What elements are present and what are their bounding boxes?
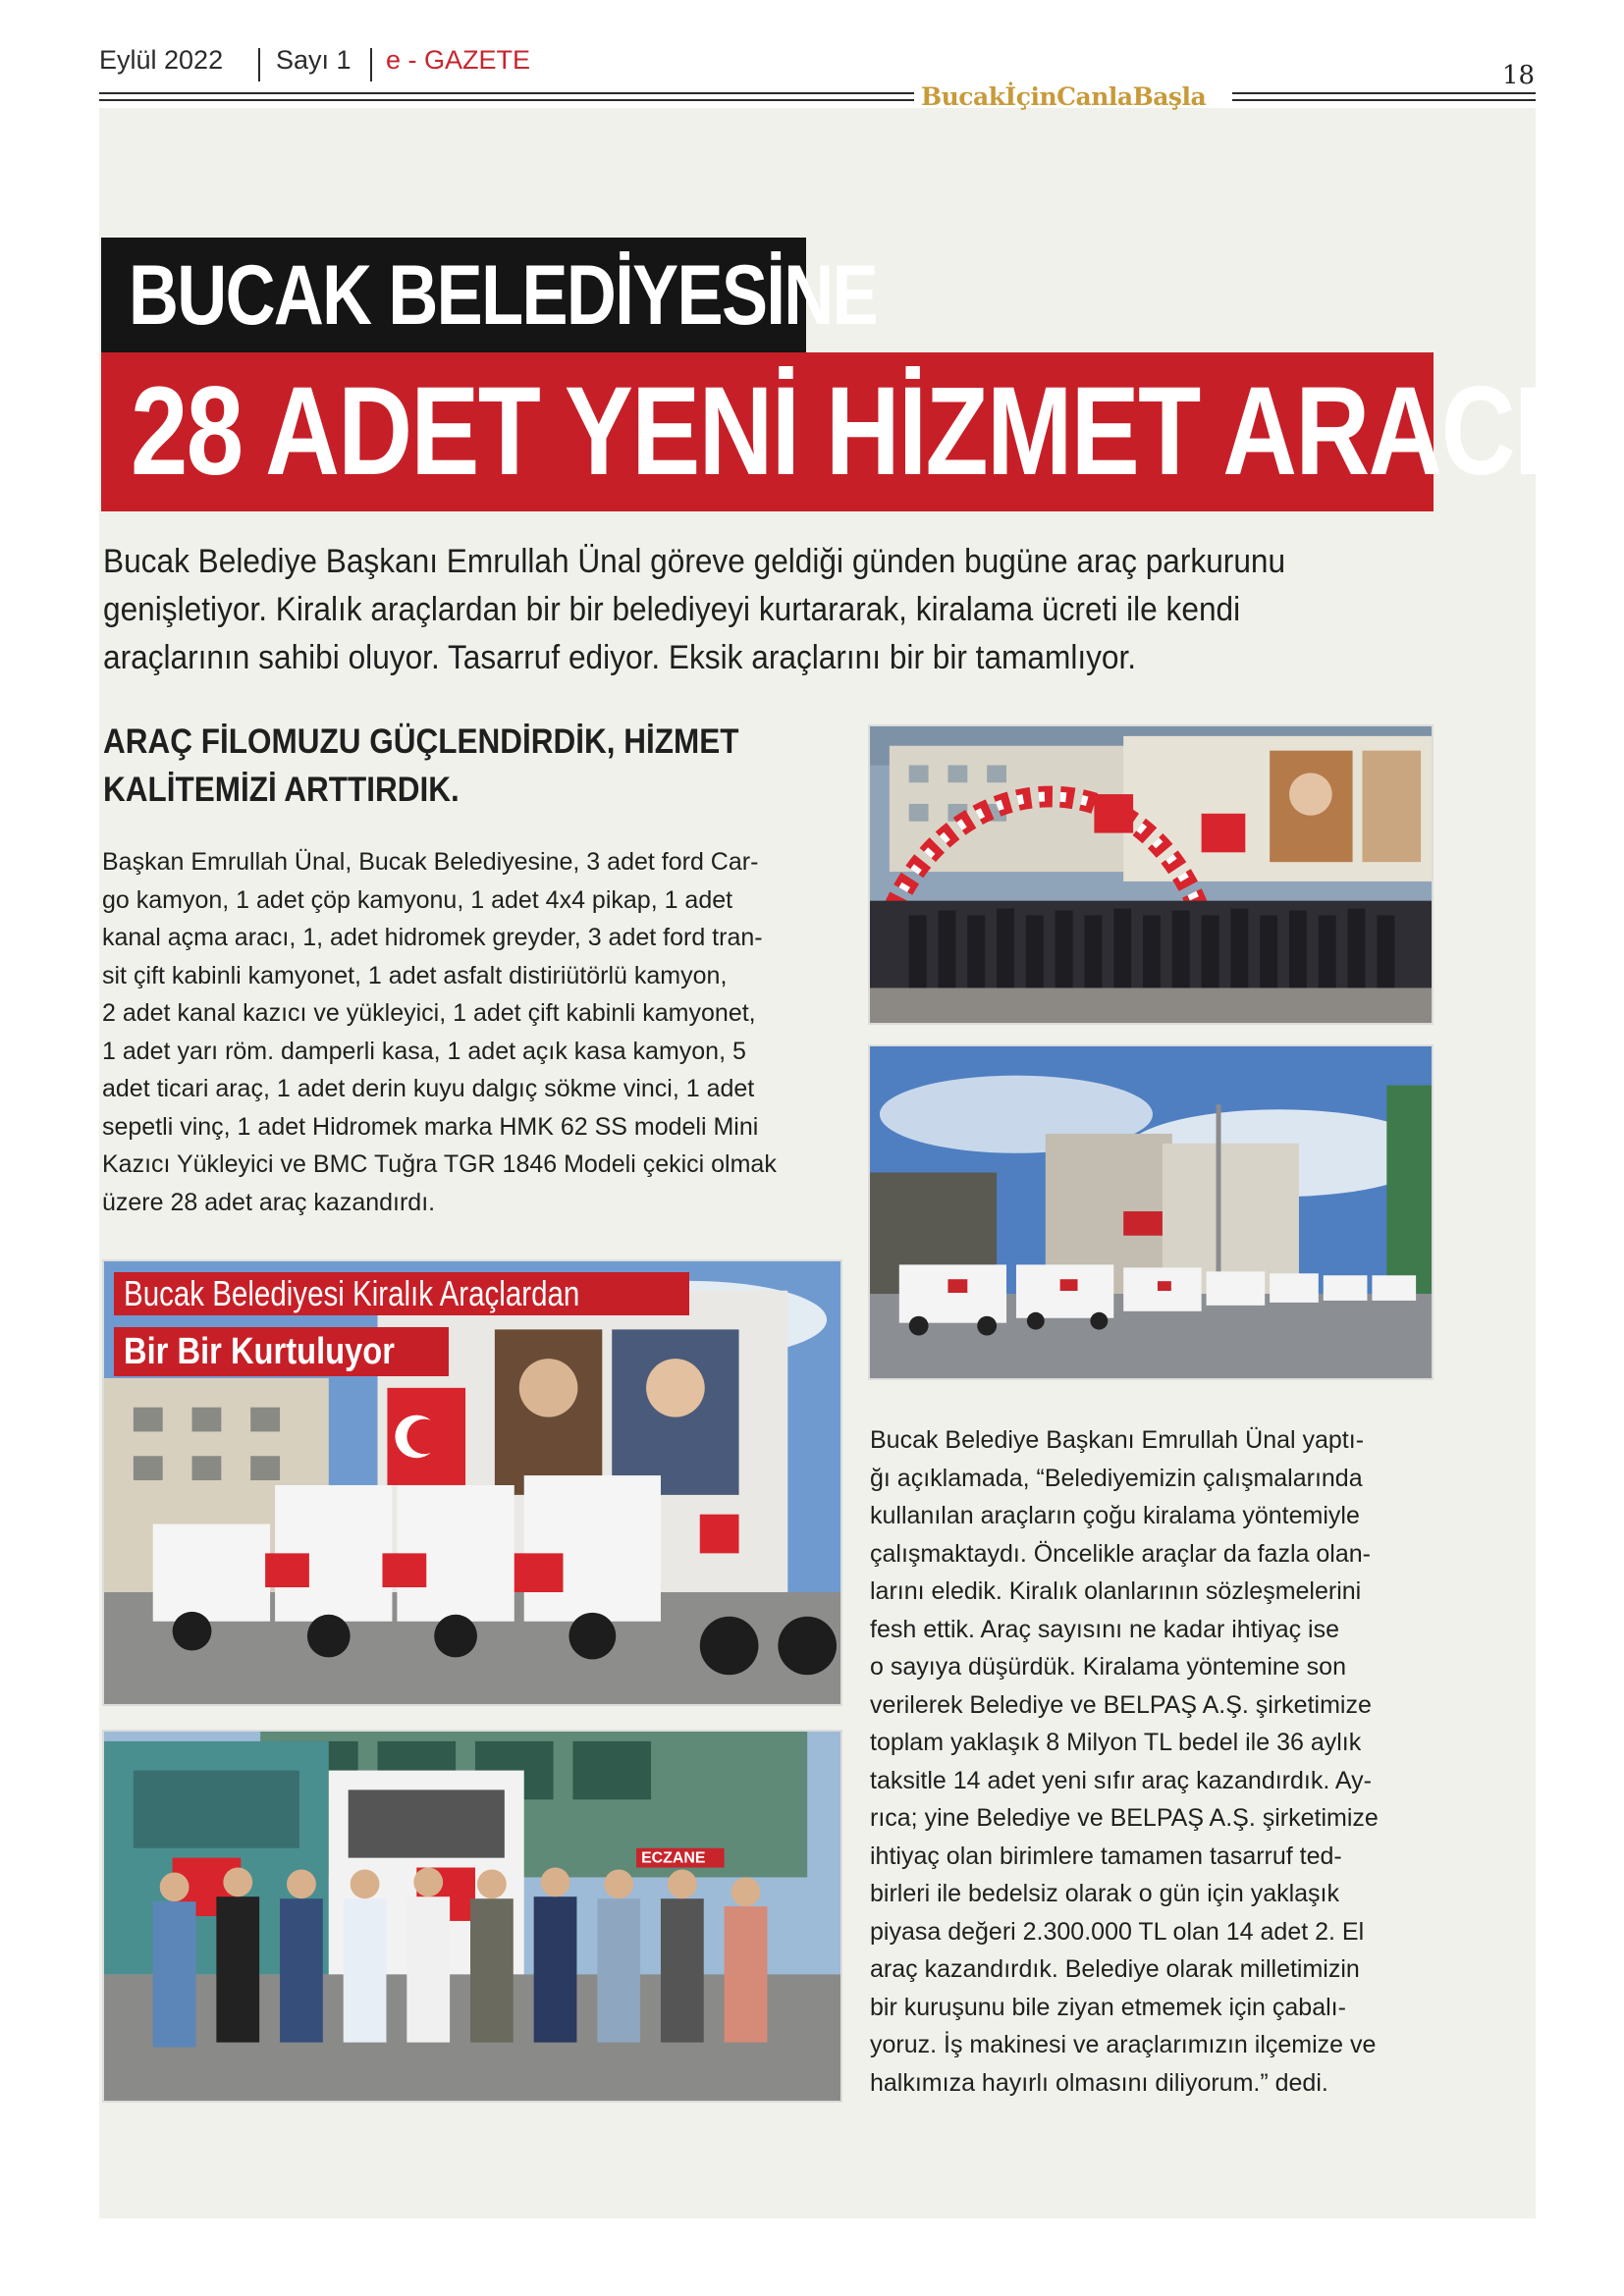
issue-number: Sayı 1 <box>276 45 352 75</box>
headline-main-text: 28 ADET YENİ HİZMET ARACI <box>131 361 1542 502</box>
left-column-body <box>102 843 844 1221</box>
body-line: rıca; yine Belediye ve BELPAŞ A.Ş. şirketimize <box>870 1804 1379 1832</box>
body-line: Kazıcı Yükleyici ve BMC Tuğra TGR 1846 Modeli çekici olmak <box>102 1150 777 1178</box>
body-line: 1 adet yarı röm. damperli kasa, 1 adet açık kasa kamyon, 5 <box>102 1037 746 1065</box>
masthead-divider <box>258 48 260 81</box>
body-line: ğı açıklamada, “Belediyemizin çalışmalarında <box>870 1464 1363 1492</box>
body-line: sepetli vinç, 1 adet Hidromek marka HMK 62 SS modeli Mini <box>102 1112 759 1141</box>
body-line: bir kuruşunu bile ziyan etmemek için çabalı- <box>870 1993 1346 2021</box>
lead-line: genişletiyor. Kiralık araçlardan bir bir belediyeyi kurtararak, kiralama ücreti ile kendi <box>103 591 1241 628</box>
header-rule <box>99 99 914 101</box>
body-line: go kamyon, 1 adet çöp kamyonu, 1 adet 4x4 pikap, 1 adet <box>102 885 733 914</box>
body-line: üzere 28 adet araç kazandırdı. <box>102 1188 436 1216</box>
photo-caption-text: Bir Bir Kurtuluyor <box>124 1331 395 1372</box>
body-line: verilerek Belediye ve BELPAŞ A.Ş. şirketimize <box>870 1690 1372 1719</box>
lead-line: Bucak Belediye Başkanı Emrullah Ünal göreve geldiği günden bugüne araç parkurunu <box>103 543 1286 580</box>
body-line: Başkan Emrullah Ünal, Bucak Belediyesine, 3 adet ford Car- <box>102 848 759 876</box>
body-line: çalışmaktaydı. Öncelikle araçlar da fazla olan- <box>870 1539 1371 1568</box>
body-line: 2 adet kanal kazıcı ve yükleyici, 1 adet çift kabinli kamyonet, <box>102 999 756 1027</box>
body-line: kullanılan araçların çoğu kiralama yöntemiyle <box>870 1502 1360 1529</box>
headline-top-text: BUCAK BELEDİYESİNE <box>129 248 877 343</box>
header-rule <box>1232 92 1536 94</box>
body-line: fesh ettik. Araç sayısını ne kadar ihtiyaç ise <box>870 1615 1340 1643</box>
body-line: toplam yaklaşık 8 Milyon TL bedel ile 36 aylık <box>870 1729 1362 1756</box>
lead-paragraph <box>103 538 1419 682</box>
photo-caption-line1 <box>114 1272 689 1315</box>
body-line: ihtiyaç olan birimlere tamamen tasarruf ted- <box>870 1842 1342 1870</box>
body-line: o sayıya düşürdük. Kiralama yöntemine son <box>870 1653 1346 1681</box>
body-line: halkımıza hayırlı olmasını diliyorum.” dedi. <box>870 2068 1328 2097</box>
edition-label: e - GAZETE <box>386 45 531 75</box>
masthead-divider <box>370 48 372 81</box>
body-line: Bucak Belediye Başkanı Emrullah Ünal yaptı- <box>870 1426 1365 1454</box>
body-line: sit çift kabinli kamyonet, 1 adet asfalt distiriütörlü kamyon, <box>102 961 728 989</box>
section-subhead <box>103 718 810 814</box>
body-line: piyasa değeri 2.300.000 TL olan 14 adet 2. El <box>870 1917 1365 1946</box>
headline-main <box>101 352 1542 511</box>
vehicles-square-photo <box>868 1044 1434 1380</box>
headline-top <box>101 238 877 353</box>
body-line: larını eledik. Kiralık olanlarının sözleşmelerini <box>870 1577 1362 1605</box>
body-line: araç kazandırdık. Belediye olarak milletimizin <box>870 1955 1360 1983</box>
eczane-sign: ECZANE <box>641 1849 706 1867</box>
photo-caption-text: Bucak Belediyesi Kiralık Araçlardan <box>124 1273 580 1313</box>
body-line: birleri ile bedelsiz olarak o gün için yaklaşık <box>870 1880 1340 1907</box>
page-number: 18 <box>1502 61 1536 90</box>
body-line: kanal açma aracı, 1, adet hidromek greyder, 3 adet ford tran- <box>102 924 763 951</box>
right-column-body <box>870 1421 1435 2102</box>
body-line: adet ticari araç, 1 adet derin kuyu dalgıç sökme vinci, 1 adet <box>102 1075 755 1102</box>
subhead-line: KALİTEMİZİ ARTTIRDIK. <box>103 771 460 809</box>
header-rule <box>99 92 914 94</box>
subhead-line: ARAÇ FİLOMUZU GÜÇLENDİRDİK, HİZMET <box>103 722 739 761</box>
ceremony-photo <box>868 724 1434 1025</box>
body-line: taksitle 14 adet yeni sıfır araç kazandırdık. Ay- <box>870 1766 1372 1794</box>
lead-line: araçlarının sahibi oluyor. Tasarruf ediyor. Eksik araçlarını bir bir tamamlıyor. <box>103 639 1137 676</box>
photo-caption-line2 <box>114 1327 449 1376</box>
header-rule <box>1232 99 1536 101</box>
body-line: yoruz. İş makinesi ve araçlarımızın ilçemize ve <box>870 2031 1377 2058</box>
staff-group-photo <box>102 1730 842 2103</box>
motto: BucakİçinCanlaBaşla <box>921 82 1207 111</box>
issue-date: Eylül 2022 <box>99 45 224 75</box>
